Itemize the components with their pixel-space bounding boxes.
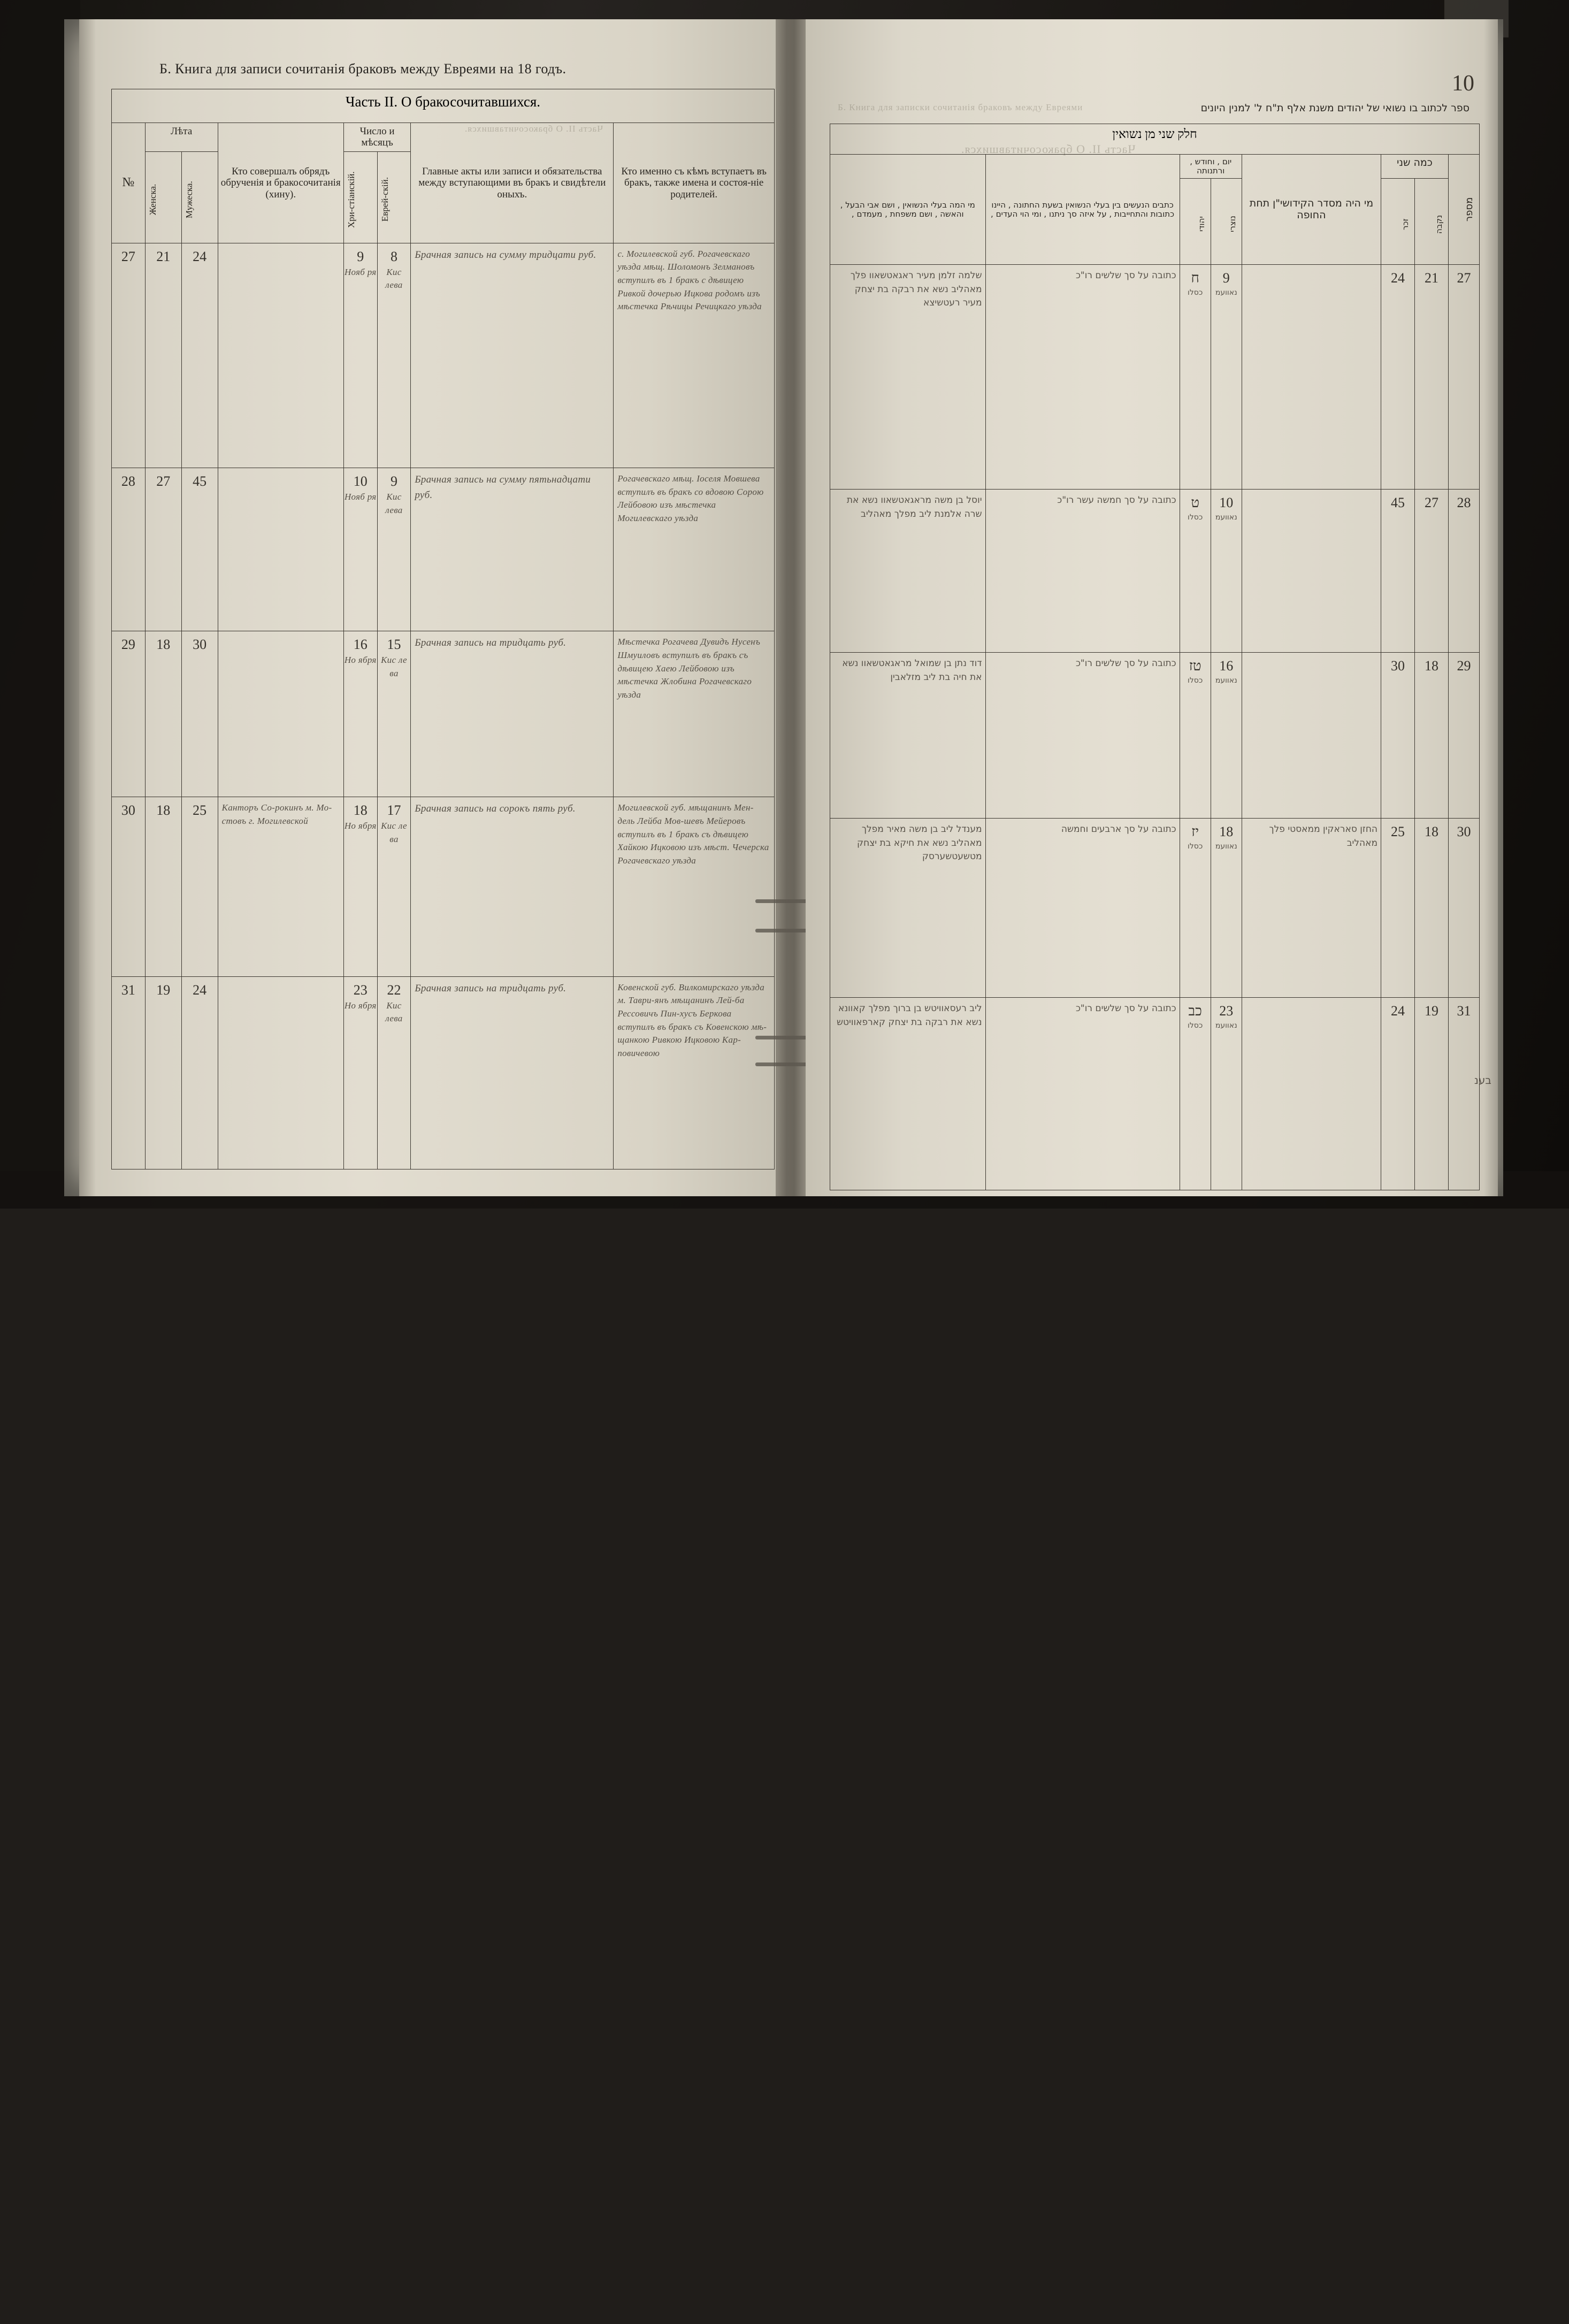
col-header-date-jewish: Еврей-скій. [380, 155, 390, 244]
cell-officiant [218, 631, 343, 797]
cell-date-christian [343, 631, 377, 797]
date-christian-month: Но ября [344, 819, 377, 834]
cell-years-female: 18 [145, 631, 181, 797]
section-title-russian: Часть II. О бракосочитавшихся. [112, 89, 775, 123]
cell-mi-haya [1242, 265, 1381, 490]
table-row [112, 631, 775, 797]
cell-years-male: 30 [181, 631, 218, 797]
table-row [830, 490, 1480, 653]
date-christian-month: Но ября [344, 653, 377, 668]
date-jewish-day: 9 [378, 473, 411, 490]
russian-marriage-table [111, 89, 775, 1169]
cell-mi-haya [1242, 653, 1381, 819]
cell-yom-christian [1211, 265, 1242, 490]
cell-acts: Брачная запись на тридцать руб. [411, 976, 614, 1169]
cell-mispar: 30 [1448, 819, 1479, 998]
date-jewish-day: 22 [378, 982, 411, 998]
cell-yom-jewish [1180, 490, 1211, 653]
cell-mi-haya [1242, 490, 1381, 653]
cell-mi-hem: ליב רעסאוויטש בן ברוך מפלך קאוונא נשא את רבקה בת יצחק קארפאוויטש [830, 998, 986, 1190]
cell-mi-haya [1242, 998, 1381, 1190]
yom-jewish-month: כסלו [1180, 511, 1211, 524]
cell-parties: Мѣстечка Рогачева Дувидъ Нусенъ Шмуиловъ вступилъ въ бракъ съ дѣвицею Хаею Лейбовою изъ мѣстечка Жлобина Рогачевскаго уѣзда [614, 631, 775, 797]
yom-christian-day: 16 [1211, 658, 1242, 674]
book-gutter [776, 19, 807, 1196]
cell-parties: Рогачевскаго мѣщ. Іоселя Мовшева вступилъ въ бракъ со вдовою Сорою Лейбовою изъ мѣстечка Могилевскаго уѣзда [614, 468, 775, 631]
cell-zachar: 25 [1381, 819, 1415, 998]
page-header-russian: Б. Книга для записи сочитанія браковъ между Евреями на 18 годъ. [159, 61, 566, 77]
yom-christian-month: נאוועמ [1211, 1019, 1242, 1033]
cell-years-male: 45 [181, 468, 218, 631]
cell-nekevah: 27 [1414, 490, 1448, 653]
bleed-through-text: Часть II. О бракосочитавшихся. [464, 124, 603, 134]
cell-mispar: 29 [1448, 653, 1479, 819]
margin-note: בענ [1471, 1068, 1495, 1092]
col-header-yom: יום , וחודש , ורתנותה [1180, 155, 1242, 179]
table-header-row-1 [112, 123, 775, 152]
folio-number: 10 [1452, 71, 1474, 96]
cell-acts: Брачная запись на тридцать руб. [411, 631, 614, 797]
date-christian-day: 9 [344, 249, 377, 265]
date-jewish-day: 8 [378, 249, 411, 265]
col-header-zachar: זכר [1399, 181, 1412, 267]
cell-date-christian [343, 976, 377, 1169]
section-title-hebrew: חלק שני מן נשואין [830, 124, 1480, 155]
cell-no: 30 [112, 797, 146, 976]
cell-zachar: 24 [1381, 265, 1415, 490]
date-christian-month: Но ября [344, 998, 377, 1014]
table-row [830, 265, 1480, 490]
cell-parties: с. Могилевской губ. Рогачевскаго уѣзда мѣщ. Шоломонъ Зелмановъ вступилъ въ 1 бракъ с дѣвицею Ривкой дочерью Ицкова родомъ изъ мѣстечка Рѣчицы Речицкаго уѣзда [614, 243, 775, 468]
cell-mi-haya: החזן סאראקין ממאסטי פלך מאהליב [1242, 819, 1381, 998]
table-row [830, 653, 1480, 819]
cell-years-male: 24 [181, 976, 218, 1169]
cell-officiant: Канторъ Со-рокинъ м. Мо-стовъ г. Могилевской [218, 797, 343, 976]
date-christian-month: Нояб ря [344, 265, 377, 280]
cell-yom-christian [1211, 819, 1242, 998]
table-header-row-1-hebrew [830, 155, 1480, 179]
col-header-years-group: Лѣта [145, 123, 218, 152]
open-book [64, 19, 1503, 1196]
date-jewish-month: Кис ле ва [378, 653, 411, 681]
cell-parties: Ковенской губ. Вилкомирскаго уѣзда м. Таври-янъ мѣщанинъ Лей-ба Рессовичъ Пин-хусъ Беркова вступилъ въ бракъ съ Ковенскою мѣ-щанкою Ривкою Ицковою Кар-повичевою [614, 976, 775, 1169]
col-header-nekevah: נקבה [1433, 181, 1446, 267]
cell-years-male: 24 [181, 243, 218, 468]
cell-date-jewish [377, 976, 411, 1169]
cell-ketubot: כתובה על סך חמשה עשר רו"כ [985, 490, 1180, 653]
cell-mi-hem: דוד נתן בן שמואל מראגאטשאוו נשא את חיה בת ליב מזלאבין [830, 653, 986, 819]
cell-date-christian [343, 468, 377, 631]
col-header-mispar: מספר [1462, 155, 1478, 264]
col-header-date-group: Число и мѣсяцъ [343, 123, 410, 152]
cell-no: 31 [112, 976, 146, 1169]
date-christian-day: 18 [344, 802, 377, 819]
col-header-mi-haya: מי היה מסדר הקידושי"ן תחת החופה [1242, 155, 1381, 265]
yom-jewish-month: כסלו [1180, 286, 1211, 300]
cell-yom-jewish [1180, 819, 1211, 998]
cell-mispar: 27 [1448, 265, 1479, 490]
right-page [806, 19, 1498, 1196]
yom-christian-day: 10 [1211, 495, 1242, 511]
right-page-edge [1484, 19, 1498, 1196]
yom-jewish-day: כב [1180, 1003, 1211, 1019]
cell-zachar: 24 [1381, 998, 1415, 1190]
cell-ketubot: כתובה על סך שלשים רו"כ [985, 998, 1180, 1190]
yom-christian-month: נאוועמ [1211, 286, 1242, 300]
col-header-date-christian: Хри-стіанскій. [346, 155, 356, 244]
cell-date-jewish [377, 797, 411, 976]
date-christian-day: 16 [344, 637, 377, 653]
yom-jewish-day: ח [1180, 270, 1211, 286]
cell-years-female: 21 [145, 243, 181, 468]
cell-mi-hem: מענדל ליב בן משה מאיר מפלך מאהליב נשא את חיקא בת יצחק מטשעטשערסק [830, 819, 986, 998]
cell-mi-hem: יוסל בן משה מראגאטשאוו נשא את שרה אלמנת ליב מפלך מאהליב [830, 490, 986, 653]
cell-yom-jewish [1180, 653, 1211, 819]
cell-mispar: 28 [1448, 490, 1479, 653]
yom-jewish-month: כסלו [1180, 840, 1211, 853]
cell-no: 27 [112, 243, 146, 468]
cell-mispar: 31 [1448, 998, 1479, 1190]
cell-ketubot: כתובה על סך שלשים רו"כ [985, 653, 1180, 819]
col-header-yom-jewish: יהודי [1195, 181, 1208, 267]
section-title-row [112, 89, 775, 123]
yom-christian-month: נאוועמ [1211, 840, 1242, 853]
col-header-no: № [112, 123, 146, 243]
cell-date-christian [343, 243, 377, 468]
cell-ketubot: כתובה על סך ארבעים וחמשה [985, 819, 1180, 998]
date-jewish-month: Кис лева [378, 265, 411, 293]
cell-years-female: 18 [145, 797, 181, 976]
cell-no: 28 [112, 468, 146, 631]
cell-zachar: 45 [1381, 490, 1415, 653]
table-row [112, 468, 775, 631]
table-row [112, 976, 775, 1169]
cell-yom-jewish [1180, 998, 1211, 1190]
col-header-ketubot: כתבים הנעשים בין בעלי הנשואין בשעת החתונה , היינו כתובות והתחייבות , על איזה סך ניתנו , ומי הוי העדים , [985, 155, 1180, 265]
cell-no: 29 [112, 631, 146, 797]
cell-years-male: 25 [181, 797, 218, 976]
cell-date-jewish [377, 468, 411, 631]
cell-acts: Брачная запись на сумму тридцати руб. [411, 243, 614, 468]
cell-yom-christian [1211, 490, 1242, 653]
date-jewish-day: 15 [378, 637, 411, 653]
left-page-edge [79, 19, 95, 1196]
cell-mi-hem: שלמה זלמן מעיר ראגאטשאוו פלך מאהליב נשא את רבקה בת יצחק מעיר רעטשיצא [830, 265, 986, 490]
col-header-parties: Кто именно съ кѣмъ вступаетъ въ бракъ, также имена и состоя-ніе родителей. [614, 123, 775, 243]
yom-jewish-day: ט [1180, 495, 1211, 511]
cell-date-jewish [377, 243, 411, 468]
cell-nekevah: 21 [1414, 265, 1448, 490]
bleed-through-text-right: Б. Книга для записки сочитанія браковъ между Евреями [838, 102, 1083, 113]
page-header-hebrew: ספר לכתוב בו נשואי של יהודים משנת אלף ת"ח ל' למנין היונים [986, 100, 1471, 118]
table-row [830, 998, 1480, 1190]
date-christian-day: 10 [344, 473, 377, 490]
yom-christian-month: נאוועמ [1211, 674, 1242, 687]
table-row [830, 819, 1480, 998]
section-title-row-hebrew [830, 124, 1480, 155]
yom-christian-month: נאוועמ [1211, 511, 1242, 524]
cell-nekevah: 19 [1414, 998, 1448, 1190]
cell-years-female: 19 [145, 976, 181, 1169]
cell-officiant [218, 468, 343, 631]
hebrew-marriage-table [830, 124, 1480, 1190]
col-header-mi-hem: מי המה בעלי הנשואין , ושם אבי הבעל , והאשה , ושם משפחת , מעמדם , [830, 155, 986, 265]
cell-officiant [218, 243, 343, 468]
cell-nekevah: 18 [1414, 819, 1448, 998]
col-header-acts: Главные акты или записи и обязательства между вступающими въ бракъ и свидѣтели оныхъ. [411, 123, 614, 243]
cell-zachar: 30 [1381, 653, 1415, 819]
bleed-through-title-right: Часть II. О бракосочитавшихся. [961, 142, 1136, 156]
date-jewish-month: Кис ле ва [378, 819, 411, 847]
col-header-years-male: Мужеска. [184, 155, 194, 244]
yom-christian-day: 18 [1211, 824, 1242, 840]
yom-jewish-month: כסלו [1180, 1019, 1211, 1033]
date-jewish-month: Кис лева [378, 490, 411, 518]
cell-acts: Брачная запись на сумму пятьнадцати руб. [411, 468, 614, 631]
cell-date-christian [343, 797, 377, 976]
yom-christian-day: 9 [1211, 270, 1242, 286]
cell-nekevah: 18 [1414, 653, 1448, 819]
yom-jewish-month: כסלו [1180, 674, 1211, 687]
cell-ketubot: כתובה על סך שלשים רו"כ [985, 265, 1180, 490]
cell-date-jewish [377, 631, 411, 797]
left-page [79, 19, 791, 1196]
cell-yom-jewish [1180, 265, 1211, 490]
cell-officiant [218, 976, 343, 1169]
yom-christian-day: 23 [1211, 1003, 1242, 1019]
col-header-kama-shanim: כמה שני [1381, 155, 1449, 179]
table-row [112, 243, 775, 468]
table-row [112, 797, 775, 976]
yom-jewish-day: טז [1180, 658, 1211, 674]
date-christian-month: Нояб ря [344, 490, 377, 505]
date-jewish-day: 17 [378, 802, 411, 819]
col-header-officiant: Кто совершалъ обрядъ обрученія и бракосочитанія (хину). [218, 123, 343, 243]
col-header-yom-christian: נוצרי [1226, 181, 1239, 267]
cell-years-female: 27 [145, 468, 181, 631]
cell-acts: Брачная запись на сорокъ пять руб. [411, 797, 614, 976]
yom-jewish-day: יז [1180, 824, 1211, 840]
date-christian-day: 23 [344, 982, 377, 998]
cell-parties: Могилевской губ. мѣщанинъ Мен-дель Лейба Мов-шевъ Мейеровъ вступилъ въ 1 бракъ съ дѣвицею Хайкою Ицковою изъ мѣст. Чечерска Рогачевскаго уѣзда [614, 797, 775, 976]
cell-yom-christian [1211, 998, 1242, 1190]
date-jewish-month: Кис лева [378, 998, 411, 1027]
cell-yom-christian [1211, 653, 1242, 819]
col-header-years-female: Женска. [148, 155, 158, 244]
